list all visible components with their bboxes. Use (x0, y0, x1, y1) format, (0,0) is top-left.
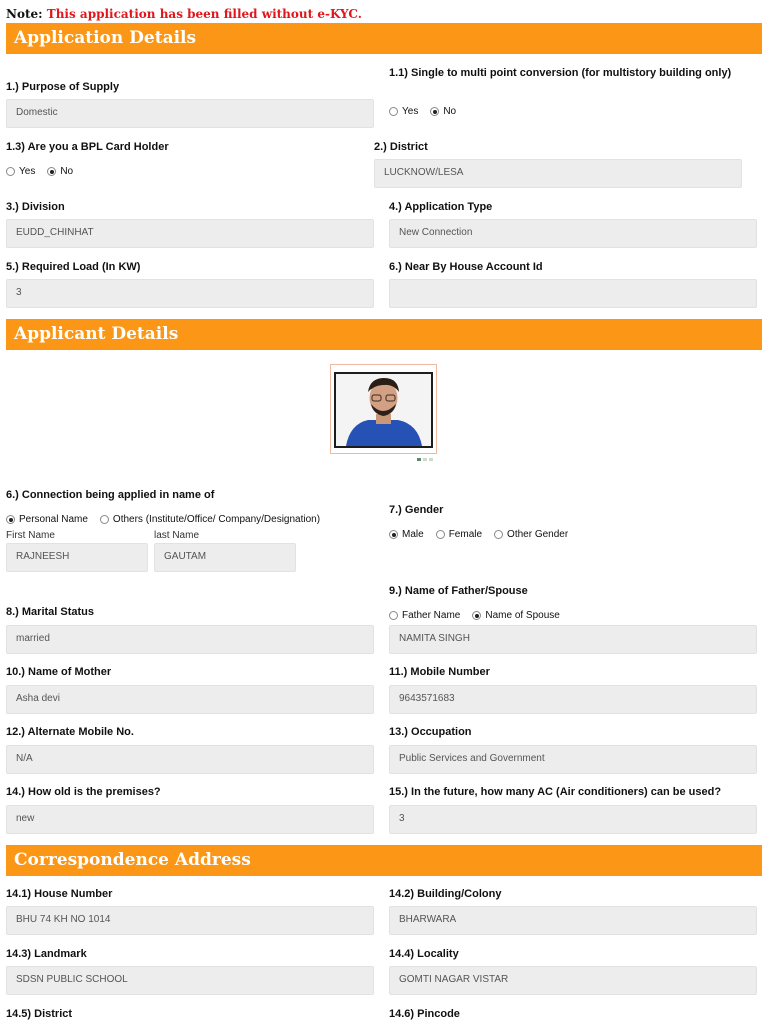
house-label: 14.1) House Number (6, 888, 113, 900)
applicant-photo (330, 364, 437, 454)
other-gender-option[interactable]: Other Gender (494, 529, 568, 540)
father-name-option[interactable]: Father Name (389, 610, 460, 621)
district-field[interactable]: LUCKNOW/LESA (374, 159, 742, 188)
note-prefix: Note: (6, 7, 43, 21)
radio-icon (100, 515, 109, 524)
gender-label: 7.) Gender (389, 504, 444, 516)
mobile-label: 11.) Mobile Number (389, 666, 490, 678)
radio-selected-icon (6, 515, 15, 524)
father-spouse-field[interactable]: NAMITA SINGH (389, 625, 757, 654)
alt-mobile-field[interactable]: N/A (6, 745, 374, 774)
spouse-name-option[interactable]: Name of Spouse (472, 610, 560, 621)
division-field[interactable]: EUDD_CHINHAT (6, 219, 374, 248)
load-field[interactable]: 3 (6, 279, 374, 308)
corr-district-label: 14.5) District (6, 1008, 73, 1020)
app-type-label: 4.) Application Type (389, 201, 493, 213)
house-field[interactable]: BHU 74 KH NO 1014 (6, 906, 374, 935)
note-message: This application has been filled without e-KYC. (46, 7, 362, 21)
personal-name-option[interactable]: Personal Name (6, 514, 88, 525)
mother-field[interactable]: Asha devi (6, 685, 374, 714)
radio-icon (494, 530, 503, 539)
radio-icon (389, 611, 398, 620)
radio-icon (6, 167, 15, 176)
near-account-field[interactable] (389, 279, 757, 308)
district-label: 2.) District (374, 141, 428, 153)
first-name-field[interactable]: RAJNEESH (6, 543, 148, 572)
multipoint-yes-option[interactable]: Yes (389, 106, 418, 117)
bpl-radio-group (6, 166, 85, 177)
radio-selected-icon (389, 530, 398, 539)
building-label: 14.2) Building/Colony (389, 888, 502, 900)
section-applicant-details: Applicant Details (6, 319, 762, 350)
radio-icon (389, 107, 398, 116)
radio-selected-icon (472, 611, 481, 620)
locality-label: 14.4) Locality (389, 948, 459, 960)
father-spouse-label: 9.) Name of Father/Spouse (389, 585, 528, 597)
multipoint-label: 1.1) Single to multi point conversion (for multistory building only) (389, 67, 732, 79)
section-correspondence-address: Correspondence Address (6, 845, 762, 876)
connection-name-label: 6.) Connection being applied in name of (6, 489, 215, 501)
landmark-label: 14.3) Landmark (6, 948, 87, 960)
section-application-details: Application Details (6, 23, 762, 54)
marital-field[interactable]: married (6, 625, 374, 654)
locality-field[interactable]: GOMTI NAGAR VISTAR (389, 966, 757, 995)
radio-icon (436, 530, 445, 539)
radio-selected-icon (47, 167, 56, 176)
last-name-field[interactable]: GAUTAM (154, 543, 296, 572)
mobile-field[interactable]: 9643571683 (389, 685, 757, 714)
app-type-field[interactable]: New Connection (389, 219, 757, 248)
last-name-label: last Name (154, 530, 200, 541)
marital-label: 8.) Marital Status (6, 606, 95, 618)
male-option[interactable]: Male (389, 529, 424, 540)
connection-name-radio-group (6, 514, 332, 525)
purpose-label: 1.) Purpose of Supply (6, 81, 120, 93)
first-name-label: First Name (6, 530, 55, 541)
occupation-field[interactable]: Public Services and Government (389, 745, 757, 774)
father-spouse-radio-group (389, 610, 572, 621)
photo-caption-marker (417, 458, 433, 461)
person-photo-icon (336, 374, 431, 446)
mother-label: 10.) Name of Mother (6, 666, 112, 678)
building-field[interactable]: BHARWARA (389, 906, 757, 935)
ac-count-label: 15.) In the future, how many AC (Air conditioners) can be used? (389, 786, 722, 798)
purpose-field[interactable]: Domestic (6, 99, 374, 128)
ac-count-field[interactable]: 3 (389, 805, 757, 834)
occupation-label: 13.) Occupation (389, 726, 472, 738)
bpl-no-option[interactable]: No (47, 166, 73, 177)
multipoint-no-option[interactable]: No (430, 106, 456, 117)
load-label: 5.) Required Load (In KW) (6, 261, 141, 273)
near-account-label: 6.) Near By House Account Id (389, 261, 543, 273)
bpl-yes-option[interactable]: Yes (6, 166, 35, 177)
pincode-label: 14.6) Pincode (389, 1008, 460, 1020)
premises-age-field[interactable]: new (6, 805, 374, 834)
radio-selected-icon (430, 107, 439, 116)
premises-age-label: 14.) How old is the premises? (6, 786, 161, 798)
gender-radio-group (389, 529, 580, 540)
alt-mobile-label: 12.) Alternate Mobile No. (6, 726, 134, 738)
others-option[interactable]: Others (Institute/Office/ Company/Designation) (100, 514, 320, 525)
bpl-label: 1.3) Are you a BPL Card Holder (6, 141, 169, 153)
landmark-field[interactable]: SDSN PUBLIC SCHOOL (6, 966, 374, 995)
ekyc-note (6, 7, 362, 21)
multipoint-radio-group (389, 106, 468, 117)
division-label: 3.) Division (6, 201, 65, 213)
female-option[interactable]: Female (436, 529, 482, 540)
